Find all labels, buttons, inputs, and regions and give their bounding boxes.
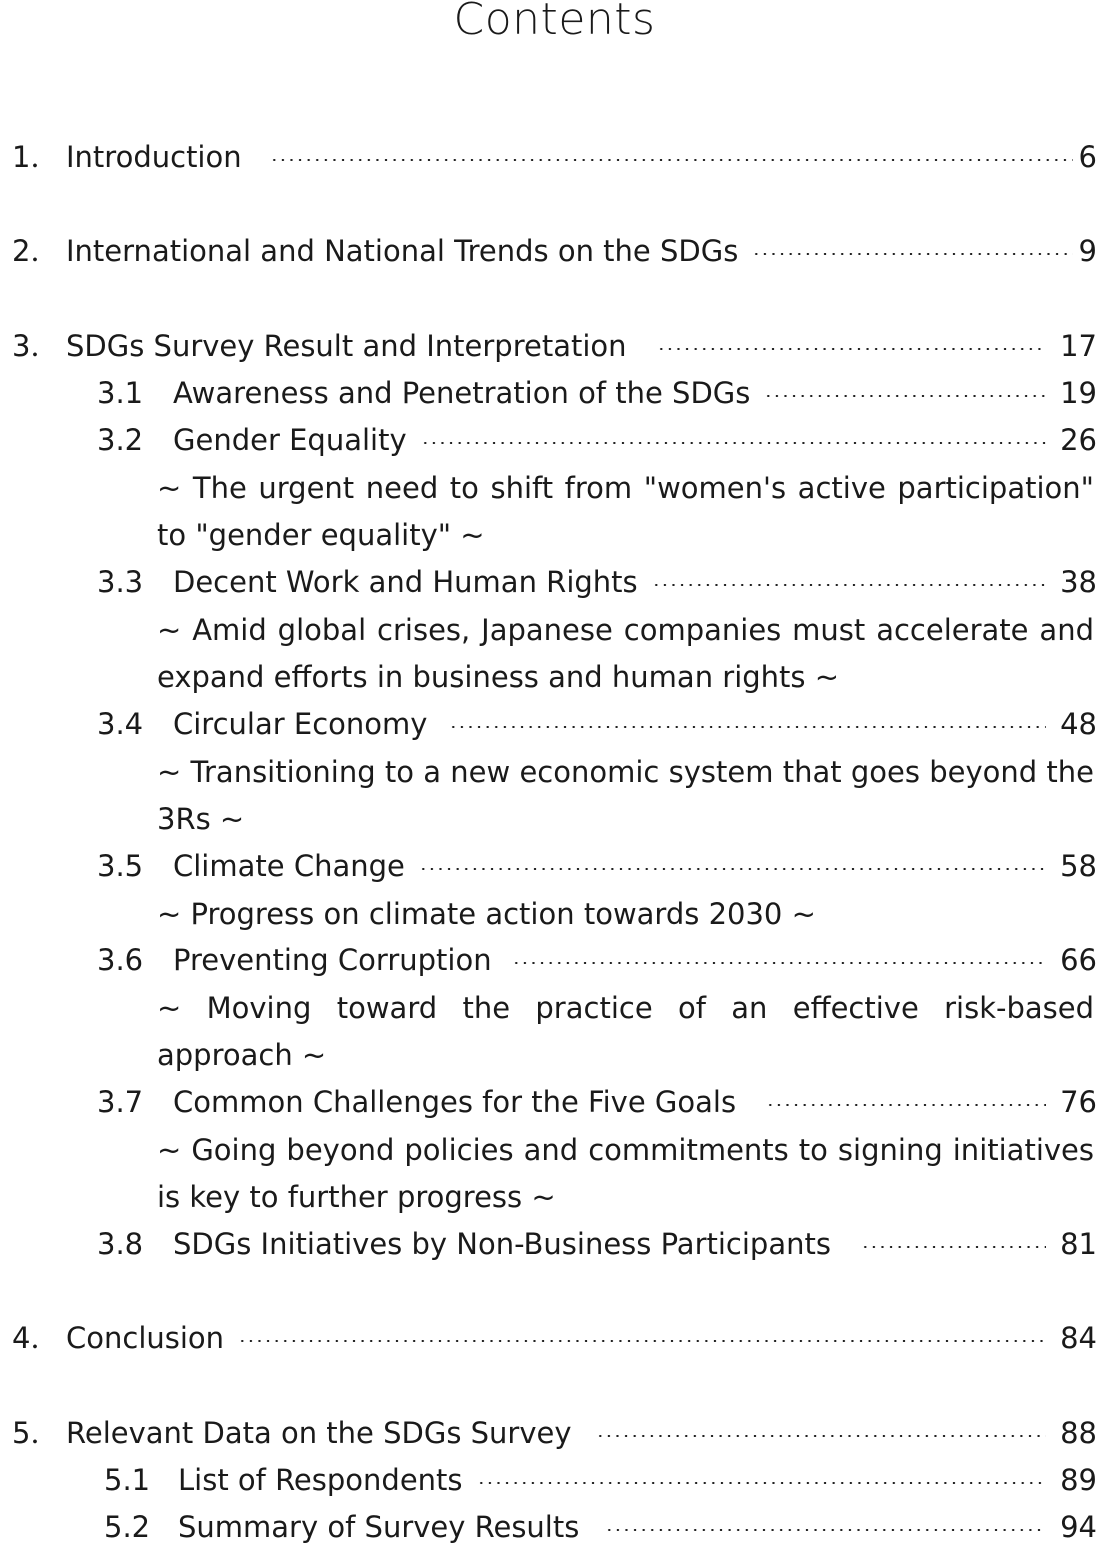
toc-entry-3-7[interactable] [97,1080,1097,1124]
dot-leader [421,442,1046,444]
entry-number: 1． [12,140,60,174]
entry-page-number: 89 [1060,1463,1097,1497]
entry-title: Awareness and Penetration of the SDGs [173,376,751,410]
entry-title: Conclusion [66,1321,225,1355]
entry-title: Circular Economy [173,707,428,741]
entry-number: 2． [12,234,60,268]
dot-leader [652,584,1046,586]
entry-number: 3.3 [97,565,144,599]
entry-page-number: 9 [1078,234,1097,268]
entry-title: Climate Change [173,849,405,883]
toc-entry-3-6[interactable] [97,938,1097,982]
entry-page-number: 17 [1060,329,1097,363]
toc-entry-3-2[interactable] [97,418,1097,462]
dot-leader [766,1104,1046,1106]
toc-entry-relevant-data[interactable] [12,1411,1097,1455]
entry-page-number: 76 [1060,1085,1097,1119]
dot-leader [449,726,1046,728]
toc-entry-introduction[interactable] [12,135,1097,179]
dot-leader [512,962,1047,964]
entry-number: 3.1 [97,376,144,410]
dot-leader [596,1435,1047,1437]
entry-page-number: 48 [1060,707,1097,741]
entry-number: 3.2 [97,423,144,457]
toc-entry-5-1[interactable] [104,1458,1097,1502]
toc-entry-3-1[interactable] [97,371,1097,415]
dot-leader [605,1529,1046,1531]
entry-subtitle: ~ Transitioning to a new economic system that goes beyond the 3Rs ~ [157,755,1094,836]
entry-page-number: 81 [1060,1227,1097,1261]
entry-page-number: 38 [1060,565,1097,599]
entry-subtitle: ~ Moving toward the practice of an effective risk-based approach ~ [157,991,1094,1072]
entry-page-number: 19 [1060,376,1097,410]
entry-number: 3.7 [97,1085,144,1119]
entry-page-number: 94 [1060,1510,1097,1544]
entry-page-number: 66 [1060,943,1097,977]
toc-entry-3-4[interactable] [97,702,1097,746]
entry-title: Relevant Data on the SDGs Survey [66,1416,572,1450]
entry-number: 5.2 [104,1510,151,1544]
dot-leader [270,159,1073,161]
dot-leader [477,1482,1047,1484]
entry-title: Decent Work and Human Rights [173,565,638,599]
entry-page-number: 88 [1060,1416,1097,1450]
entry-title: Gender Equality [173,423,407,457]
toc-entry-3-3[interactable] [97,560,1097,604]
toc-entry-5-2[interactable] [104,1505,1097,1549]
entry-page-number: 26 [1060,423,1097,457]
entry-title: Introduction [66,140,242,174]
entry-number: 5.1 [104,1463,151,1497]
toc-entry-survey-result[interactable] [12,324,1097,368]
page-title: Contents [453,0,656,45]
entry-number: 5． [12,1416,60,1450]
entry-title: SDGs Initiatives by Non-Business Participants [173,1227,831,1261]
toc-entry-conclusion[interactable] [12,1316,1097,1360]
entry-subtitle: ~ Going beyond policies and commitments to signing initiatives is key to further progress ~ [157,1133,1094,1214]
entry-title: Summary of Survey Results [178,1510,580,1544]
entry-subtitle: ~ The urgent need to shift from "women's active participation" to "gender equality" ~ [157,471,1094,552]
entry-number: 4． [12,1321,60,1355]
dot-leader [764,395,1046,397]
entry-title: International and National Trends on the SDGs [66,234,739,268]
toc-entry-3-8[interactable] [97,1222,1097,1266]
dot-leader [419,868,1046,870]
entry-title: SDGs Survey Result and Interpretation [66,329,627,363]
entry-title: Common Challenges for the Five Goals [173,1085,737,1119]
entry-title: List of Respondents [178,1463,463,1497]
toc-entry-3-5[interactable] [97,844,1097,888]
dot-leader [861,1246,1046,1248]
entry-page-number: 58 [1060,849,1097,883]
dot-leader [752,253,1073,255]
entry-number: 3.6 [97,943,144,977]
entry-number: 3.4 [97,707,144,741]
dot-leader [238,1340,1046,1342]
entry-number: 3.5 [97,849,144,883]
entry-number: 3． [12,329,60,363]
entry-title: Preventing Corruption [173,943,492,977]
entry-page-number: 6 [1078,140,1097,174]
toc-entry-trends[interactable] [12,229,1097,273]
entry-number: 3.8 [97,1227,144,1261]
entry-subtitle: ~ Progress on climate action towards 2030 ~ [157,897,816,931]
dot-leader [657,348,1047,350]
entry-page-number: 84 [1060,1321,1097,1355]
entry-subtitle: ~ Amid global crises, Japanese companies must accelerate and expand efforts in business and human rights ~ [157,613,1094,694]
